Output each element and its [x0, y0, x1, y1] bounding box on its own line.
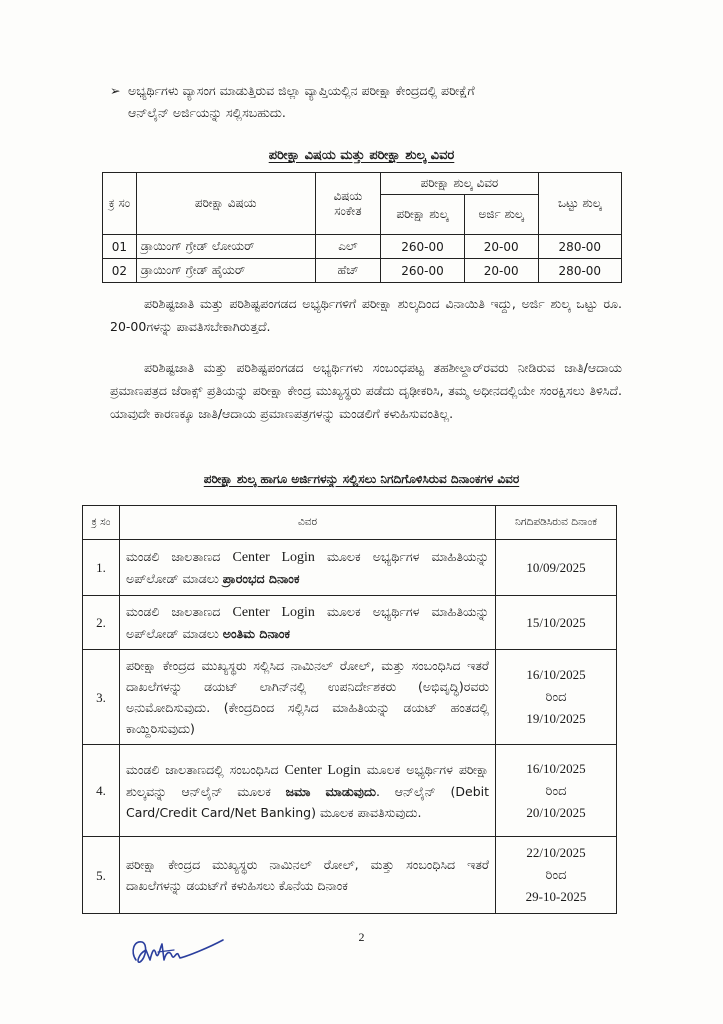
fee-table	[102, 172, 622, 283]
table-row: 02 ಡ್ರಾಯಿಂಗ್ ಗ್ರೇಡ್ ಹೈಯರ್ ಹೆಚ್ 260-00 20-00 280-00	[103, 259, 622, 283]
fee-header-subject: ಪರೀಕ್ಷಾ ವಿಷಯ	[136, 173, 315, 235]
schedule-table-title: ಪರೀಕ್ಷಾ ಶುಲ್ಕ ಹಾಗೂ ಅರ್ಜಿಗಳನ್ನು ಸಲ್ಲಿಸಲು ನಿಗದಿಗೊಳಿಸಿರುವ ದಿನಾಂಕಗಳ ವಿವರ	[203, 472, 520, 486]
table-row: 01 ಡ್ರಾಯಿಂಗ್ ಗ್ರೇಡ್ ಲೋಯರ್ ಎಲ್ 260-00 20-00 280-00	[103, 235, 622, 259]
bullet-line-1: ಅಭ್ಯರ್ಥಿಗಳು ವ್ಯಾಸಂಗ ಮಾಡುತ್ತಿರುವ ಜಿಲ್ಲಾ ವ್ಯಾಪ್ತಿಯಲ್ಲಿನ ಪರೀಕ್ಷಾ ಕೇಂದ್ರದಲ್ಲಿ ಪರೀಕ್ಷೆಗೆ	[128, 83, 475, 98]
schedule-header-date: ನಿಗದಿಪಡಿಸಿರುವ ದಿನಾಂಕ	[496, 506, 617, 540]
bullet-arrow-icon: ➢	[110, 83, 121, 98]
table-row: 3. ಪರೀಕ್ಷಾ ಕೇಂದ್ರದ ಮುಖ್ಯಸ್ಥರು ಸಲ್ಲಿಸಿದ ನಾಮಿನಲ್ ರೋಲ್, ಮತ್ತು ಸಂಬಂಧಿಸಿದ ಇತರೆ ದಾಖಲೆಗಳನ್ನು ಡಯಟ್ ಲಾಗಿನ್‌ನಲ್ಲಿ ಉಪನಿರ್ದೇಶಕರು (ಅಭಿವೃದ್ಧಿ)ರವರು ಅನುಮೋದಿಸುವುದು. (ಕೇಂದ್ರದಿಂದ ಸಲ್ಲಿಸಿದ ಮಾಹಿತಿಯನ್ನು ಡಯಟ್ ಹಂತದಲ್ಲಿ ಕಾಯ್ದಿರಿಸುವುದು) 16/10/2025 ರಿಂದ 19/10/2025	[83, 650, 617, 745]
bullet-note	[110, 80, 630, 124]
fee-table-title: ಪರೀಕ್ಷಾ ವಿಷಯ ಮತ್ತು ಪರೀಕ್ಷಾ ಶುಲ್ಕ ವಿವರ	[268, 148, 455, 163]
fee-header-app-fee: ಅರ್ಜಿ ಶುಲ್ಕ	[464, 195, 538, 235]
signature-icon	[128, 930, 228, 974]
fee-header-exam-fee: ಪರೀಕ್ಷಾ ಶುಲ್ಕ	[381, 195, 465, 235]
paragraph-certificates: ಪರಿಶಿಷ್ಟಜಾತಿ ಮತ್ತು ಪರಿಶಿಷ್ಟಪಂಗಡದ ಅಭ್ಯರ್ಥಿಗಳು ಸಂಬಂಧಪಟ್ಟ ತಹಶೀಲ್ದಾರ್‌ರವರು ನೀಡಿರುವ ಜಾತಿ/ಆದಾಯ ಪ್ರಮಾಣಪತ್ರದ ಜೆರಾಕ್ಸ್ ಪ್ರತಿಯನ್ನು ಪರೀಕ್ಷಾ ಕೇಂದ್ರ ಮುಖ್ಯಸ್ಥರು ಪಡೆದು ದೃಢೀಕರಿಸಿ, ತಮ್ಮ ಅಧೀನದಲ್ಲಿಯೇ ಸಂರಕ್ಷಿಸಲು ತಿಳಿಸಿದೆ. ಯಾವುದೇ ಕಾರಣಕ್ಕೂ ಜಾತಿ/ಆದಾಯ ಪ್ರಮಾಣಪತ್ರಗಳನ್ನು ಮಂಡಲಿಗೆ ಕಳುಹಿಸುವಂತಿಲ್ಲ.	[110, 360, 622, 421]
paragraph-fee-exemption: ಪರಿಶಿಷ್ಟಜಾತಿ ಮತ್ತು ಪರಿಶಿಷ್ಟಪಂಗಡದ ಅಭ್ಯರ್ಥಿಗಳಿಗೆ ಪರೀಕ್ಷಾ ಶುಲ್ಕದಿಂದ ವಿನಾಯಿತಿ ಇದ್ದು, ಅರ್ಜಿ ಶುಲ್ಕ ಒಟ್ಟು ರೂ. 20-00ಗಳನ್ನು ಪಾವತಿಸಬೇಕಾಗಿರುತ್ತದೆ.	[110, 296, 622, 334]
table-row: 5. ಪರೀಕ್ಷಾ ಕೇಂದ್ರದ ಮುಖ್ಯಸ್ಥರು ನಾಮಿನಲ್ ರೋಲ್, ಮತ್ತು ಸಂಬಂಧಿಸಿದ ಇತರೆ ದಾಖಲೆಗಳನ್ನು ಡಯಟ್‌ಗೆ ಕಳುಹಿಸಲು ಕೊನೆಯ ದಿನಾಂಕ 22/10/2025 ರಿಂದ 29-10-2025	[83, 837, 617, 914]
fee-header-serial: ಕ್ರ ಸಂ	[103, 173, 137, 235]
schedule-header-serial: ಕ್ರ ಸಂ	[83, 506, 120, 540]
table-row: 2. ಮಂಡಲಿ ಜಾಲತಾಣದ Center Login ಮೂಲಕ ಅಭ್ಯರ್ಥಿಗಳ ಮಾಹಿತಿಯನ್ನು ಅಪ್‌ಲೋಡ್ ಮಾಡಲು ಅಂತಿಮ ದಿನಾಂಕ 15/10/2025	[83, 596, 617, 650]
table-row: 1. ಮಂಡಲಿ ಜಾಲತಾಣದ Center Login ಮೂಲಕ ಅಭ್ಯರ್ಥಿಗಳ ಮಾಹಿತಿಯನ್ನು ಅಪ್‌ಲೋಡ್ ಮಾಡಲು ಪ್ರಾರಂಭದ ದಿನಾಂಕ 10/09/2025	[83, 540, 617, 596]
schedule-header-detail: ವಿವರ	[120, 506, 496, 540]
fee-header-code: ವಿಷಯ ಸಂಕೇತ	[315, 173, 381, 235]
schedule-table	[82, 505, 617, 914]
table-row: 4. ಮಂಡಲಿ ಜಾಲತಾಣದಲ್ಲಿ ಸಂಬಂಧಿಸಿದ Center Login ಮೂಲಕ ಅಭ್ಯರ್ಥಿಗಳ ಪರೀಕ್ಷಾ ಶುಲ್ಕವನ್ನು ಆನ್‌ಲೈನ್ ಮೂಲಕ ಜಮಾ ಮಾಡುವುದು. ಆನ್‌ಲೈನ್ (Debit Card/Credit Card/Net Banking) ಮೂಲಕ ಪಾವತಿಸುವುದು. 16/10/2025 ರಿಂದ 20/10/2025	[83, 745, 617, 837]
page-number: 2	[358, 930, 365, 944]
bullet-line-2: ಆನ್‌ಲೈನ್ ಅರ್ಜಿಯನ್ನು ಸಲ್ಲಿಸಬಹುದು.	[128, 105, 286, 120]
fee-header-total: ಒಟ್ಟು ಶುಲ್ಕ	[538, 173, 621, 235]
fee-header-group: ಪರೀಕ್ಷಾ ಶುಲ್ಕ ವಿವರ	[381, 173, 538, 195]
